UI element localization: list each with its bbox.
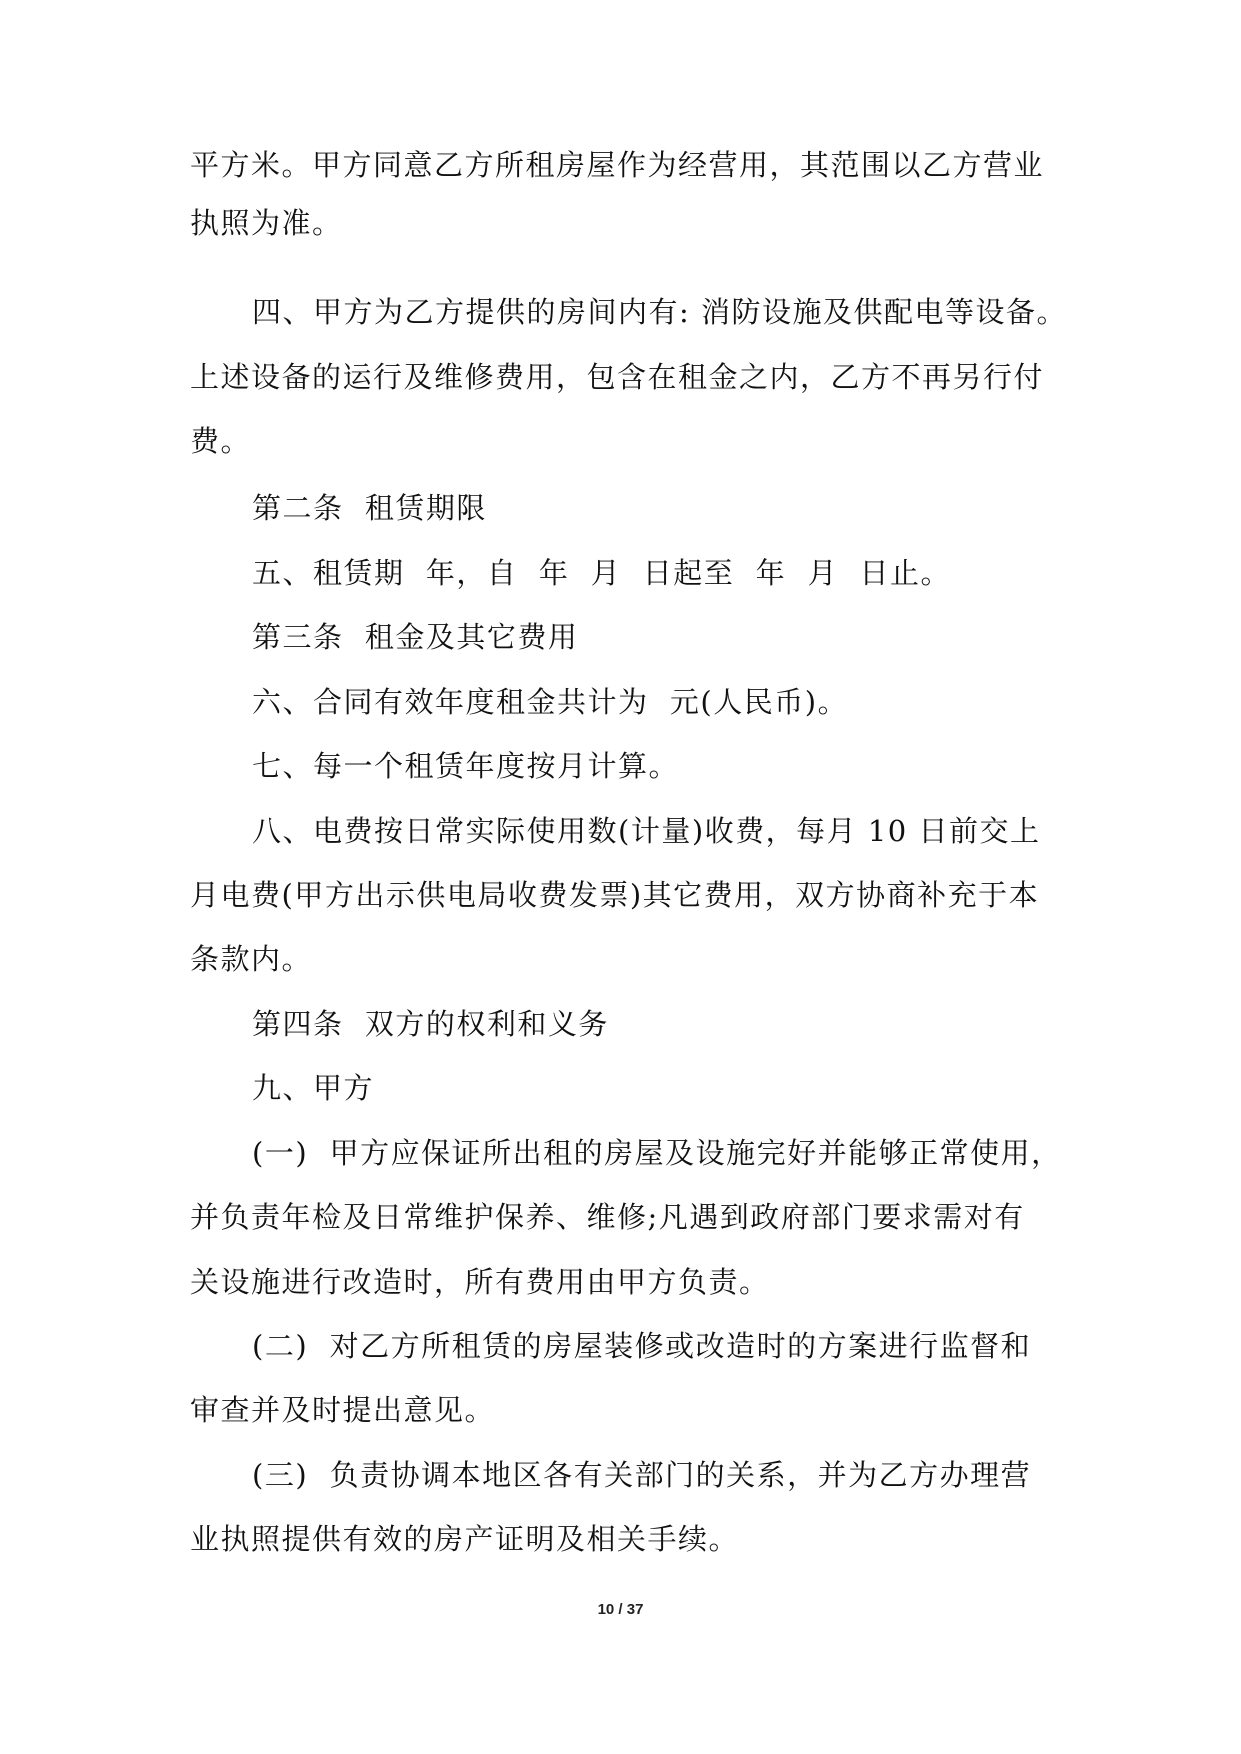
text-line: 平方米。甲方同意乙方所租房屋作为经营用，其范围以乙方营业 <box>190 148 1045 182</box>
text-line: (三) 负责协调本地区各有关部门的关系，并为乙方办理营 <box>252 1458 1032 1492</box>
section-heading: 第四条 双方的权利和义务 <box>252 1007 609 1041</box>
text-line: (二) 对乙方所租赁的房屋装修或改造时的方案进行监督和 <box>252 1329 1032 1363</box>
text-line: 六、合同有效年度租金共计为 元(人民币)。 <box>252 685 849 719</box>
section-heading: 第三条 租金及其它费用 <box>252 620 579 654</box>
text-line: (一) 甲方应保证所出租的房屋及设施完好并能够正常使用， <box>252 1136 1062 1170</box>
text-line: 上述设备的运行及维修费用，包含在租金之内，乙方不再另行付 <box>190 360 1045 394</box>
text-line: 五、租赁期 年，自 年 月 日起至 年 月 日止。 <box>252 556 952 590</box>
text-line: 四、甲方为乙方提供的房间内有: 消防设施及供配电等设备。 <box>252 295 1067 329</box>
text-line: 执照为准。 <box>190 206 343 240</box>
text-line: 七、每一个租赁年度按月计算。 <box>252 749 680 783</box>
page-number: 10 / 37 <box>597 1601 644 1618</box>
text-line: 九、甲方 <box>252 1071 375 1105</box>
text-line: 并负责年检及日常维护保养、维修;凡遇到政府部门要求需对有 <box>190 1200 1025 1234</box>
section-heading: 第二条 租赁期限 <box>252 491 487 525</box>
text-line: 条款内。 <box>190 942 313 976</box>
text-line: 关设施进行改造时，所有费用由甲方负责。 <box>190 1265 770 1299</box>
text-line: 月电费(甲方出示供电局收费发票)其它费用，双方协商补充于本 <box>190 878 1040 912</box>
text-line: 审查并及时提出意见。 <box>190 1393 496 1427</box>
text-line: 费。 <box>190 424 252 458</box>
text-line: 八、电费按日常实际使用数(计量)收费，每月 10 日前交上 <box>252 814 1041 848</box>
text-line: 业执照提供有效的房产证明及相关手续。 <box>190 1522 740 1556</box>
